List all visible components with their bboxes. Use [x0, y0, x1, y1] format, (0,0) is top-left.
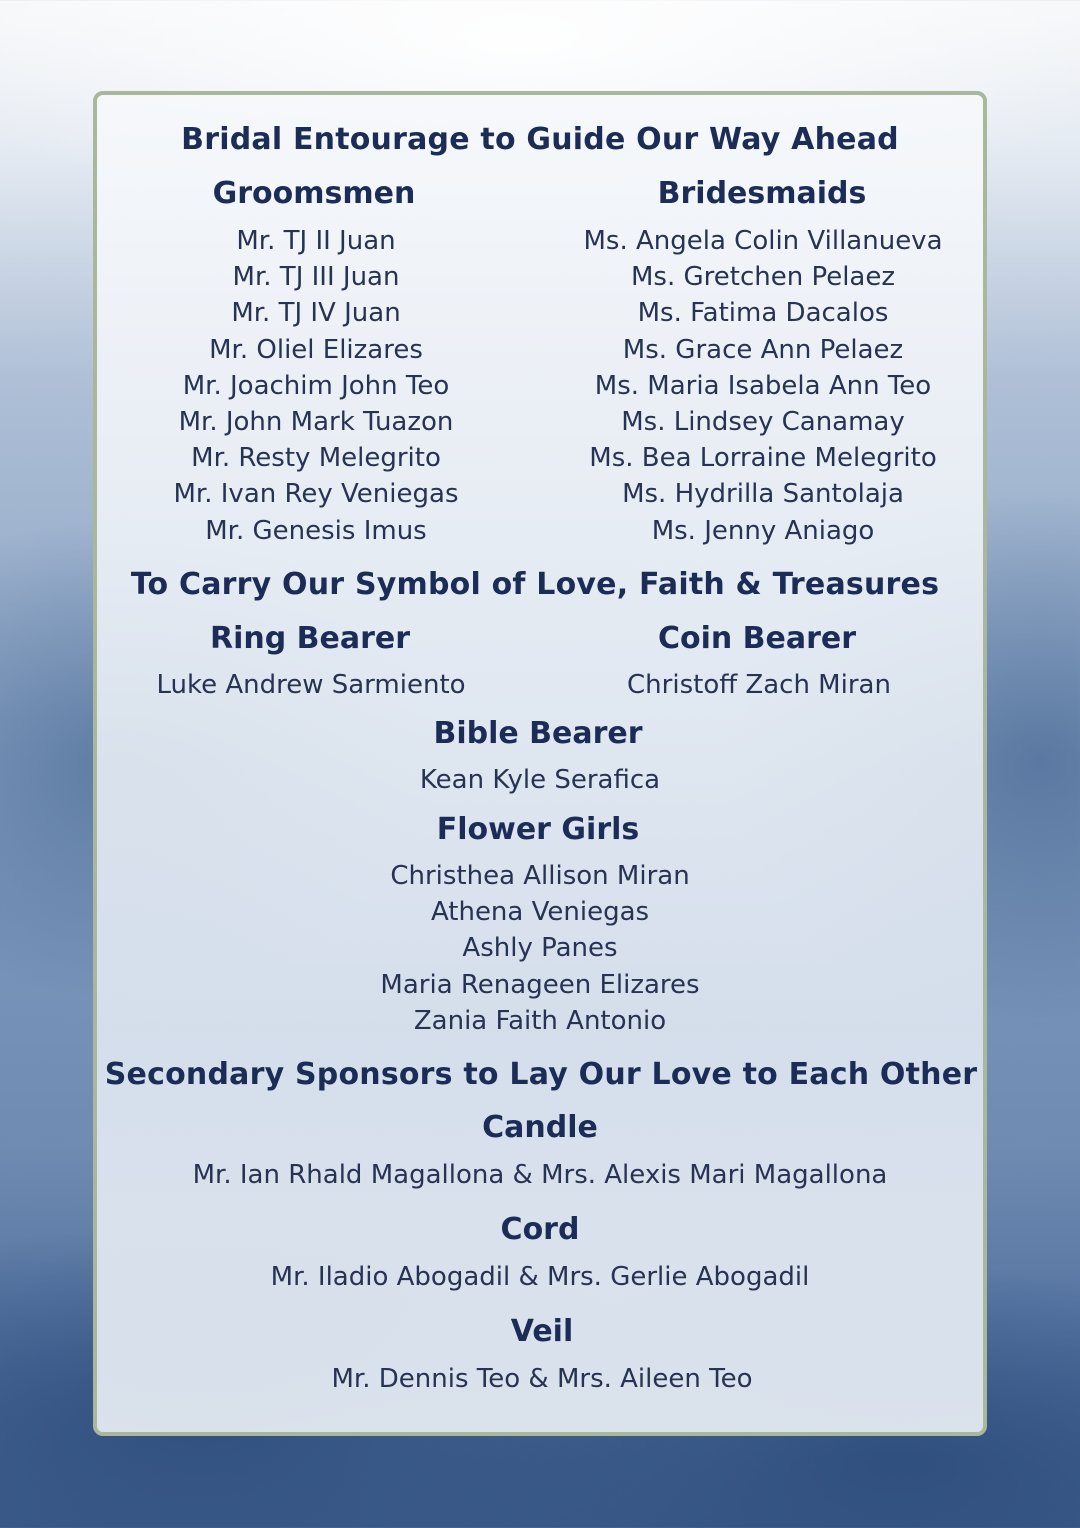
list-item: Ms. Fatima Dacalos [637, 298, 889, 329]
list-item: Mr. Ivan Rey Veniegas [173, 479, 459, 510]
bridesmaids-list [553, 223, 973, 549]
ring-bearer-heading: Ring Bearer [209, 621, 411, 656]
groomsmen-list [116, 223, 516, 549]
bible-bearer-heading: Bible Bearer [433, 716, 643, 751]
flower-girls-list [0, 858, 1080, 1039]
list-item: Mr. Joachim John Teo [182, 370, 450, 401]
list-item: Mr. TJ III Juan [232, 262, 400, 293]
cord-sponsors: Mr. Iladio Abogadil & Mrs. Gerlie Abogadil [270, 1262, 810, 1292]
coin-bearer-heading: Coin Bearer [657, 621, 857, 656]
list-item: Mr. Genesis Imus [205, 515, 427, 546]
veil-heading: Veil [510, 1314, 574, 1349]
candle-sponsors: Mr. Ian Rhald Magallona & Mrs. Alexis Mari Magallona [192, 1160, 888, 1190]
list-item: Mr. TJ IV Juan [231, 298, 401, 329]
list-item: Ms. Angela Colin Villanueva [583, 226, 943, 256]
entourage-title: Bridal Entourage to Guide Our Way Ahead [181, 122, 899, 157]
flower-girls-heading: Flower Girls [436, 812, 640, 847]
sponsors-title: Secondary Sponsors to Lay Our Love to Each Other [104, 1057, 978, 1092]
list-item: Ms. Bea Lorraine Melegrito [589, 443, 937, 474]
veil-sponsors: Mr. Dennis Teo & Mrs. Aileen Teo [331, 1364, 753, 1394]
list-item: Athena Veniegas [430, 897, 650, 928]
coin-bearer-name: Christoff Zach Miran [627, 670, 891, 700]
list-item: Mr. Oliel Elizares [209, 334, 423, 365]
bible-bearer-name: Kean Kyle Serafica [419, 765, 661, 795]
cord-heading: Cord [500, 1212, 580, 1247]
list-item: Ms. Grace Ann Pelaez [622, 334, 904, 365]
ring-bearer-name: Luke Andrew Sarmiento [156, 670, 466, 700]
bridesmaids-heading: Bridesmaids [657, 176, 867, 211]
list-item: Ms. Lindsey Canamay [621, 406, 905, 437]
list-item: Ms. Hydrilla Santolaja [622, 479, 904, 510]
list-item: Christhea Allison Miran [390, 861, 690, 891]
list-item: Mr. TJ II Juan [236, 226, 396, 256]
list-item: Maria Renageen Elizares [380, 969, 700, 1000]
candle-heading: Candle [482, 1110, 598, 1145]
list-item: Ashly Panes [462, 933, 618, 964]
groomsmen-heading: Groomsmen [212, 176, 416, 211]
list-item: Ms. Jenny Aniago [651, 515, 875, 546]
list-item: Ms. Maria Isabela Ann Teo [594, 370, 932, 401]
list-item: Mr. Resty Melegrito [191, 443, 441, 474]
list-item: Ms. Gretchen Pelaez [630, 262, 896, 293]
list-item: Mr. John Mark Tuazon [178, 406, 454, 437]
list-item: Zania Faith Antonio [413, 1005, 667, 1036]
symbols-title: To Carry Our Symbol of Love, Faith & Treasures [130, 567, 940, 602]
